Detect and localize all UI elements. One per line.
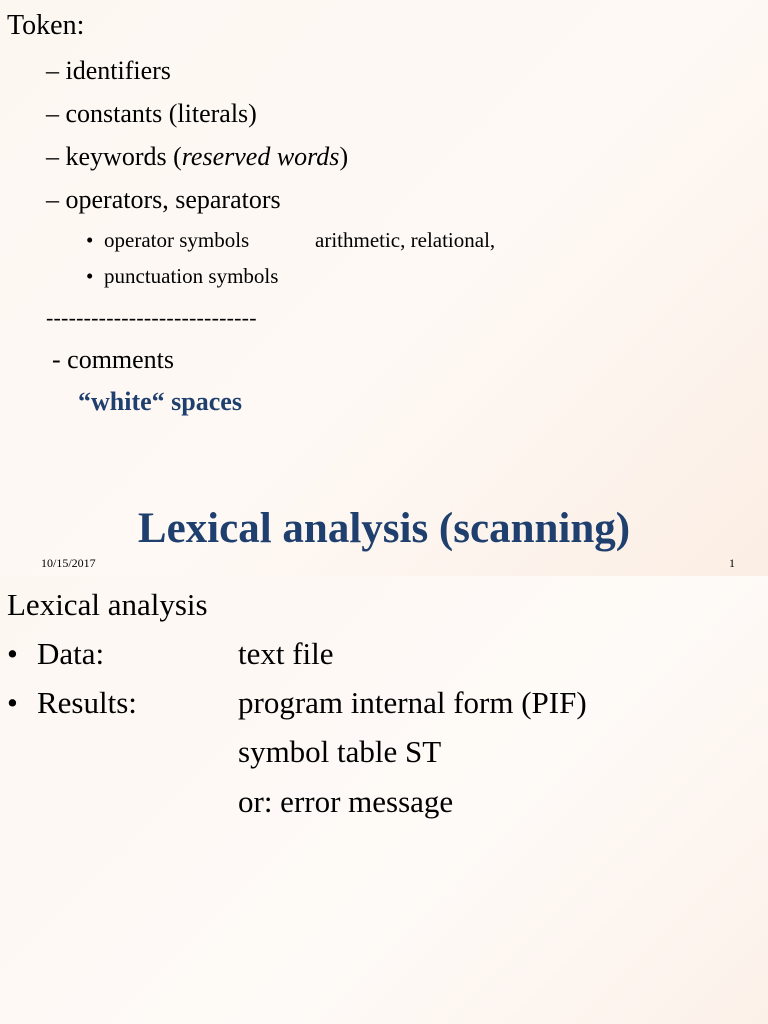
bullet-data-value: text file — [238, 636, 334, 671]
list-item-identifiers: – identifiers — [46, 56, 171, 85]
subitem-operator-symbols-extra: arithmetic, relational, — [315, 228, 496, 252]
bullet-results — [7, 687, 137, 718]
list-item-keywords — [46, 144, 348, 170]
slide-2 — [0, 576, 768, 1024]
keywords-italic: reserved words — [181, 142, 340, 171]
page-number: 1 — [729, 556, 735, 570]
keywords-prefix: – keywords ( — [46, 142, 182, 171]
subitem-punctuation-symbols — [86, 266, 278, 287]
bullet-icon: • — [7, 636, 18, 671]
list-item-constants: – constants (literals) — [46, 99, 257, 128]
results-continuation-error: or: error message — [238, 784, 454, 819]
list-item-operators: – operators, separators — [46, 185, 281, 214]
bullet-results-value: program internal form (PIF) — [238, 685, 587, 720]
separator-line: ---------------------------- — [46, 305, 257, 330]
keywords-suffix: ) — [339, 142, 349, 171]
bullet-icon: • — [86, 264, 94, 288]
bullet-data — [7, 638, 104, 669]
slide-date: 10/15/2017 — [41, 556, 96, 570]
bullet-icon: • — [7, 685, 18, 720]
bullet-icon: • — [86, 228, 94, 252]
subitem-text: punctuation symbols — [104, 264, 279, 288]
token-heading: Token: — [7, 10, 85, 41]
subitem-text: operator symbols — [104, 228, 250, 252]
bullet-label: Data: — [37, 636, 105, 671]
subitem-operator-symbols — [86, 230, 249, 251]
comments-item: - comments — [52, 345, 175, 374]
results-continuation-symbol-table: symbol table ST — [238, 734, 442, 769]
bullet-label: Results: — [37, 685, 137, 720]
white-spaces-item: “white“ spaces — [78, 387, 242, 416]
slide-2-title: Lexical analysis — [7, 587, 208, 622]
slide-title: Lexical analysis (scanning) — [137, 505, 631, 552]
